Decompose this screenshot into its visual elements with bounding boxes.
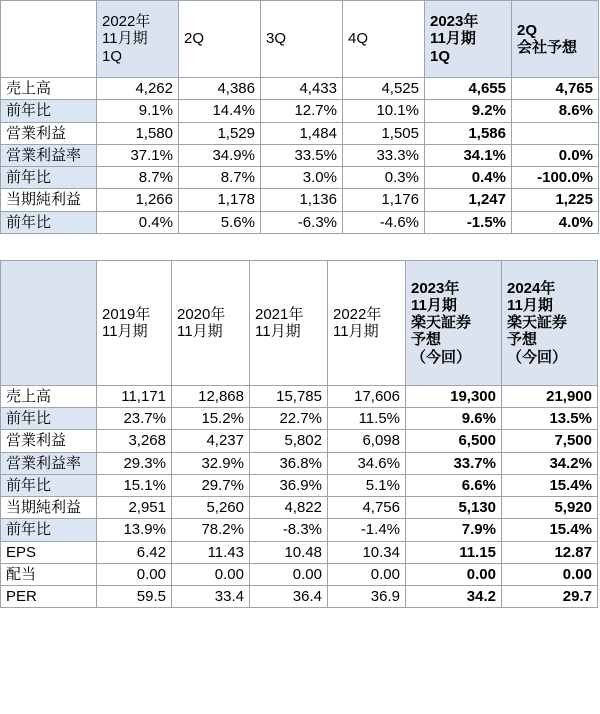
cell: -8.3% [250, 519, 328, 541]
cell: 34.1% [425, 144, 512, 166]
cell: 7,500 [502, 430, 598, 452]
cell: 4,765 [512, 78, 599, 100]
cell: 1,529 [179, 122, 261, 144]
table-row [1, 100, 599, 122]
cell: -100.0% [512, 167, 599, 189]
row-label: 前年比 [1, 100, 97, 122]
cell: 15.4% [502, 519, 598, 541]
table-row [1, 408, 598, 430]
cell: 10.34 [328, 541, 406, 563]
table-row [1, 144, 599, 166]
row-label: 売上高 [1, 385, 97, 407]
cell: 4,525 [343, 78, 425, 100]
cell: 33.5% [261, 144, 343, 166]
header-line: 3Q [266, 30, 287, 48]
header-line: 4Q [348, 30, 369, 48]
cell: 15.4% [502, 474, 598, 496]
header-line: 2021年 [255, 305, 304, 323]
cell: 0.00 [502, 563, 598, 585]
row-label: 前年比 [1, 474, 97, 496]
cell: 59.5 [97, 586, 172, 608]
header-line: 2Q [517, 21, 538, 39]
cell: 6,098 [328, 430, 406, 452]
column-header-0 [97, 260, 172, 385]
cell: 29.3% [97, 452, 172, 474]
row-label: 前年比 [1, 408, 97, 430]
cell: 4,756 [328, 497, 406, 519]
cell: 11.5% [328, 408, 406, 430]
cell: 5,802 [250, 430, 328, 452]
header-line: 11月期 [255, 322, 301, 340]
cell: 5.6% [179, 211, 261, 233]
cell: 34.6% [328, 452, 406, 474]
cell: 0.00 [406, 563, 502, 585]
header-line: 11月期 [177, 322, 223, 340]
cell: 12.7% [261, 100, 343, 122]
cell: 1,136 [261, 189, 343, 211]
row-label: 売上高 [1, 78, 97, 100]
cell: 15.1% [97, 474, 172, 496]
header-line: 会社予想 [517, 39, 578, 56]
cell: 9.2% [425, 100, 512, 122]
header-line: 2023年 [411, 279, 460, 297]
cell: 29.7 [502, 586, 598, 608]
cell: 11.43 [172, 541, 250, 563]
cell: 19,300 [406, 385, 502, 407]
table-row [1, 122, 599, 144]
cell: 0.0% [512, 144, 599, 166]
header-line: 2024年 [507, 279, 556, 297]
header-line: 1Q [430, 47, 451, 65]
cell: 12.87 [502, 541, 598, 563]
cell: 36.4 [250, 586, 328, 608]
row-label: 営業利益率 [1, 452, 97, 474]
cell [512, 122, 599, 144]
table-row [1, 586, 598, 608]
cell: 11,171 [97, 385, 172, 407]
cell: 0.00 [97, 563, 172, 585]
cell: 4,386 [179, 78, 261, 100]
cell: 8.7% [97, 167, 179, 189]
cell: 23.7% [97, 408, 172, 430]
cell: 36.9 [328, 586, 406, 608]
header-line: 2Q [184, 30, 205, 48]
cell: 15.2% [172, 408, 250, 430]
cell: -6.3% [261, 211, 343, 233]
cell: 32.9% [172, 452, 250, 474]
cell: 78.2% [172, 519, 250, 541]
annual-results-table [0, 260, 598, 609]
cell: 11.15 [406, 541, 502, 563]
header-line: 11月期 [507, 296, 553, 314]
cell: 15,785 [250, 385, 328, 407]
cell: 36.9% [250, 474, 328, 496]
header-corner-cell [1, 260, 97, 385]
column-header-4 [406, 260, 502, 385]
cell: 1,247 [425, 189, 512, 211]
header-line: 11月期 [333, 322, 379, 340]
column-header-2 [261, 1, 343, 78]
header-line: 2020年 [177, 305, 226, 323]
table-row [1, 497, 598, 519]
table-row [1, 474, 598, 496]
header-line: 楽天証券 [411, 314, 472, 332]
cell: 1,586 [425, 122, 512, 144]
cell: 5,260 [172, 497, 250, 519]
row-label: PER [1, 586, 97, 608]
cell: 1,176 [343, 189, 425, 211]
cell: 17,606 [328, 385, 406, 407]
cell: 1,178 [179, 189, 261, 211]
row-label: 前年比 [1, 519, 97, 541]
column-header-5 [512, 1, 599, 78]
header-corner-cell [1, 1, 97, 78]
cell: -1.4% [328, 519, 406, 541]
cell: 9.1% [97, 100, 179, 122]
cell: 8.7% [179, 167, 261, 189]
cell: 37.1% [97, 144, 179, 166]
cell: 0.00 [172, 563, 250, 585]
table-row [1, 78, 599, 100]
cell: 6.6% [406, 474, 502, 496]
header-line: 11月期 [102, 30, 148, 48]
cell: 4,433 [261, 78, 343, 100]
header-line: 11月期 [430, 30, 476, 48]
cell: 3.0% [261, 167, 343, 189]
cell: 8.6% [512, 100, 599, 122]
cell: 33.3% [343, 144, 425, 166]
row-label: 配当 [1, 563, 97, 585]
cell: 6,500 [406, 430, 502, 452]
cell: 1,580 [97, 122, 179, 144]
cell: 10.48 [250, 541, 328, 563]
column-header-1 [172, 260, 250, 385]
cell: 21,900 [502, 385, 598, 407]
table-header-row [1, 1, 599, 78]
cell: 5.1% [328, 474, 406, 496]
cell: 0.3% [343, 167, 425, 189]
cell: 22.7% [250, 408, 328, 430]
cell: 10.1% [343, 100, 425, 122]
cell: 1,484 [261, 122, 343, 144]
cell: 0.00 [250, 563, 328, 585]
column-header-3 [343, 1, 425, 78]
header-line: 1Q [102, 47, 123, 65]
row-label: 当期純利益 [1, 497, 97, 519]
column-header-2 [250, 260, 328, 385]
cell: 3,268 [97, 430, 172, 452]
cell: 36.8% [250, 452, 328, 474]
row-label: 営業利益率 [1, 144, 97, 166]
header-line: 11月期 [102, 322, 148, 340]
header-line: （今回） [411, 348, 472, 366]
table-row [1, 430, 598, 452]
cell: 1,505 [343, 122, 425, 144]
cell: 0.4% [425, 167, 512, 189]
table-row [1, 385, 598, 407]
column-header-0 [97, 1, 179, 78]
cell: 34.2% [502, 452, 598, 474]
cell: 13.5% [502, 408, 598, 430]
quarterly-results-table [0, 0, 599, 234]
cell: 1,225 [512, 189, 599, 211]
column-header-5 [502, 260, 598, 385]
column-header-4 [425, 1, 512, 78]
row-label: 前年比 [1, 211, 97, 233]
cell: 34.9% [179, 144, 261, 166]
table-row [1, 519, 598, 541]
header-line: （今回） [507, 348, 568, 366]
cell: 33.7% [406, 452, 502, 474]
cell: 14.4% [179, 100, 261, 122]
header-line: 2019年 [102, 305, 151, 323]
cell: 34.2 [406, 586, 502, 608]
cell: 4,655 [425, 78, 512, 100]
cell: 9.6% [406, 408, 502, 430]
cell: 4,237 [172, 430, 250, 452]
row-label: 営業利益 [1, 122, 97, 144]
row-label: EPS [1, 541, 97, 563]
cell: 33.4 [172, 586, 250, 608]
header-line: 2022年 [333, 305, 382, 323]
table-row [1, 452, 598, 474]
row-label: 当期純利益 [1, 189, 97, 211]
cell: 4,262 [97, 78, 179, 100]
cell: 5,920 [502, 497, 598, 519]
header-line: 予想 [507, 331, 538, 349]
cell: 29.7% [172, 474, 250, 496]
table-separator [0, 234, 600, 260]
column-header-3 [328, 260, 406, 385]
header-line: 2022年 [102, 13, 151, 31]
cell: 0.00 [328, 563, 406, 585]
cell: 0.4% [97, 211, 179, 233]
header-line: 2023年 [430, 13, 479, 31]
header-line: 11月期 [411, 296, 457, 314]
row-label: 前年比 [1, 167, 97, 189]
cell: 7.9% [406, 519, 502, 541]
header-line: 楽天証券 [507, 314, 568, 332]
cell: 4.0% [512, 211, 599, 233]
table-row [1, 167, 599, 189]
header-line: 予想 [411, 331, 442, 349]
table-header-row [1, 260, 598, 385]
table-row [1, 563, 598, 585]
cell: 13.9% [97, 519, 172, 541]
cell: 1,266 [97, 189, 179, 211]
table-row [1, 211, 599, 233]
cell: 6.42 [97, 541, 172, 563]
column-header-1 [179, 1, 261, 78]
row-label: 営業利益 [1, 430, 97, 452]
cell: -4.6% [343, 211, 425, 233]
cell: 5,130 [406, 497, 502, 519]
cell: 2,951 [97, 497, 172, 519]
cell: 12,868 [172, 385, 250, 407]
cell: -1.5% [425, 211, 512, 233]
table-row [1, 541, 598, 563]
cell: 4,822 [250, 497, 328, 519]
table-row [1, 189, 599, 211]
